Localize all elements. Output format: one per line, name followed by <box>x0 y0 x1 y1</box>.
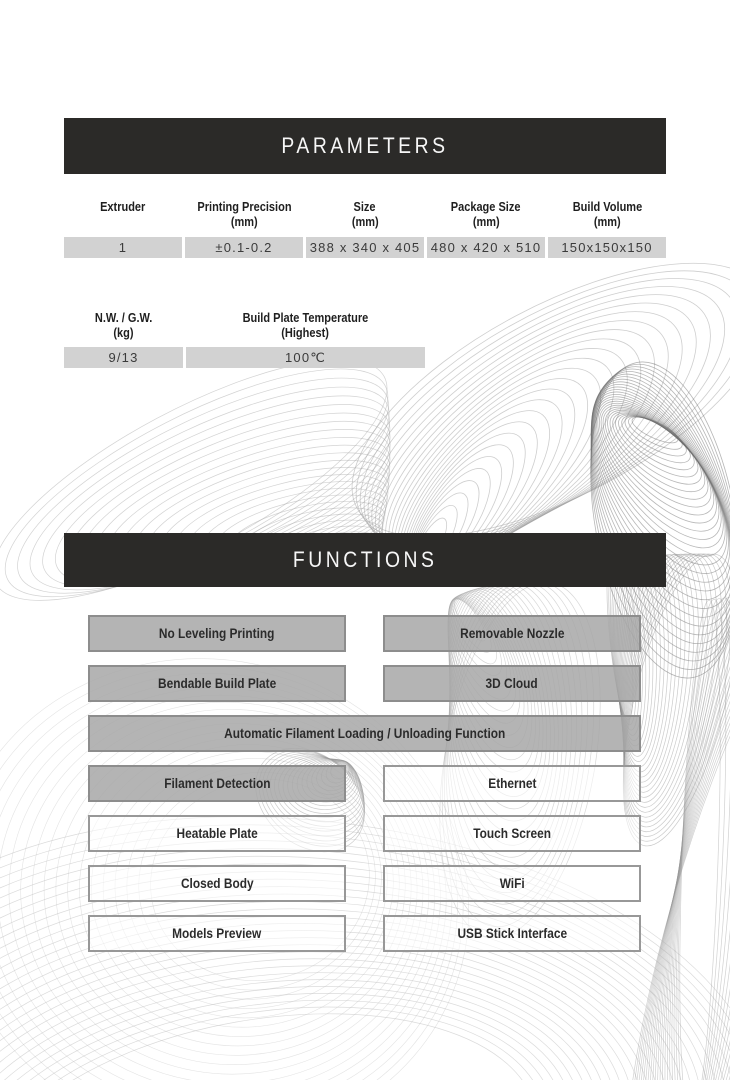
function-tile-touch-screen: Touch Screen <box>383 815 641 852</box>
column-header-extruder: Extruder <box>100 200 146 214</box>
function-tile-removable-nozzle: Removable Nozzle <box>383 615 641 652</box>
column-header-size: Size (mm) <box>351 200 379 229</box>
function-tile-usb-stick-interface: USB Stick Interface <box>383 915 641 952</box>
function-tile-3d-cloud: 3D Cloud <box>383 665 641 702</box>
column-header-printing-precision: Printing Precision (mm) <box>196 200 292 229</box>
value-cell-package-size: 480 x 420 x 510 <box>427 237 545 258</box>
function-tile-no-leveling-printing: No Leveling Printing <box>88 615 346 652</box>
parameters-table1-value-row <box>64 237 666 258</box>
parameters-table2-header-row <box>64 311 425 341</box>
function-tile-models-preview: Models Preview <box>88 915 346 952</box>
function-tile-wifi: WiFi <box>383 865 641 902</box>
value-cell-extruder: 1 <box>64 237 182 258</box>
column-header-package-size: Package Size (mm) <box>451 200 521 229</box>
functions-section-header <box>64 533 666 587</box>
functions-title: FUNCTIONS <box>292 547 438 572</box>
function-tile-ethernet: Ethernet <box>383 765 641 802</box>
column-header-nw-gw: N.W. / G.W. (kg) <box>94 311 153 340</box>
parameters-section-header <box>64 118 666 174</box>
parameters-table1-header-row <box>64 200 666 230</box>
value-cell-build-plate-temperature: 100℃ <box>186 347 425 368</box>
function-tile-automatic-filament-loading-unloading: Automatic Filament Loading / Unloading Function <box>88 715 641 752</box>
function-tile-bendable-build-plate: Bendable Build Plate <box>88 665 346 702</box>
function-tile-closed-body: Closed Body <box>88 865 346 902</box>
function-tile-heatable-plate: Heatable Plate <box>88 815 346 852</box>
value-cell-printing-precision: ±0.1-0.2 <box>185 237 303 258</box>
column-header-build-volume: Build Volume (mm) <box>572 200 642 229</box>
value-cell-build-volume: 150x150x150 <box>548 237 666 258</box>
parameters-title: PARAMETERS <box>281 133 449 158</box>
column-header-build-plate-temperature: Build Plate Temperature (Highest) <box>242 311 369 340</box>
value-cell-nw-gw: 9/13 <box>64 347 183 368</box>
function-tile-filament-detection: Filament Detection <box>88 765 346 802</box>
parameters-table2-value-row <box>64 347 425 368</box>
value-cell-size: 388 x 340 x 405 <box>306 237 424 258</box>
